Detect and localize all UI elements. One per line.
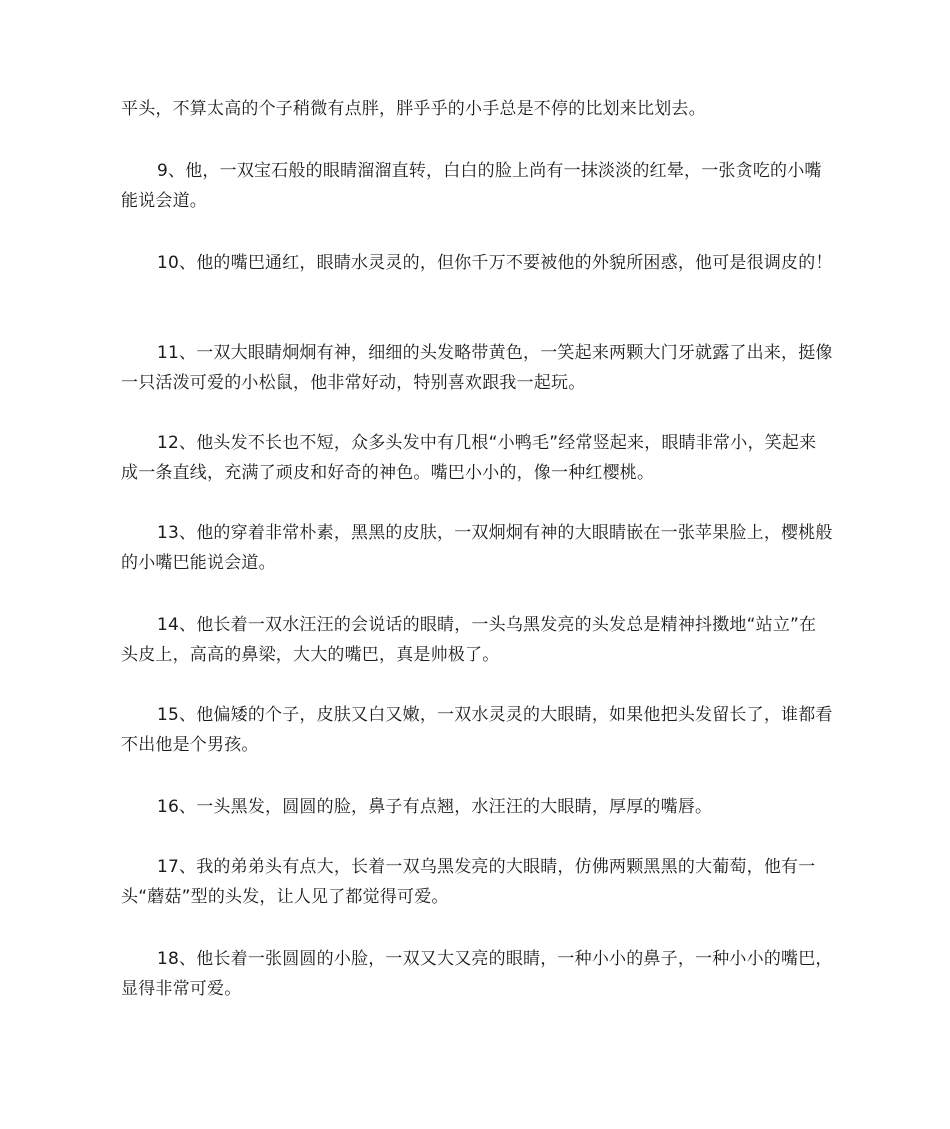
paragraph-item-14: 14、他长着一双水汪汪的会说话的眼睛，一头乌黑发亮的头发总是精神抖擞地“站立”在头皮上，高高的鼻梁，大大的嘴巴，真是帅极了。	[121, 615, 817, 665]
paragraph-item-13: 13、他的穿着非常朴素，黑黑的皮肤，一双炯炯有神的大眼睛嵌在一张苹果脸上，樱桃般的小嘴巴能说会道。	[121, 523, 833, 573]
paragraph-item-10: 10、他的嘴巴通红，眼睛水灵灵的，但你千万不要被他的外貌所困惑，他可是很调皮的！	[157, 253, 833, 273]
paragraph-item-15: 15、他偏矮的个子，皮肤又白又嫩，一双水灵灵的大眼睛，如果他把头发留长了，谁都看不出他是个男孩。	[121, 705, 833, 755]
paragraph-item-18: 18、他长着一张圆圆的小脸，一双又大又亮的眼睛，一种小小的鼻子，一种小小的嘴巴，显得非常可爱。	[121, 949, 833, 999]
paragraph-item-9: 9、他，一双宝石般的眼睛溜溜直转，白白的脸上尚有一抹淡淡的红晕，一张贪吃的小嘴能说会道。	[121, 161, 822, 211]
paragraph-item-17: 17、我的弟弟头有点大，长着一双乌黑发亮的大眼睛，仿佛两颗黑黑的大葡萄，他有一头“蘑菇”型的头发，让人见了都觉得可爱。	[121, 857, 816, 907]
paragraph-continuation: 平头，不算太高的个子稍微有点胖，胖乎乎的小手总是不停的比划来比划去。	[121, 99, 706, 119]
paragraph-item-11: 11、一双大眼睛炯炯有神，细细的头发略带黄色，一笑起来两颗大门牙就露了出来，挺像一只活泼可爱的小松鼠，他非常好动，特别喜欢跟我一起玩。	[121, 343, 833, 393]
paragraph-item-12: 12、他头发不长也不短，众多头发中有几根“小鸭毛”经常竖起来，眼睛非常小，笑起来成一条直线，充满了顽皮和好奇的神色。嘴巴小小的，像一种红樱桃。	[121, 433, 817, 483]
paragraph-item-16: 16、一头黑发，圆圆的脸，鼻子有点翘，水汪汪的大眼睛，厚厚的嘴唇。	[157, 797, 713, 817]
